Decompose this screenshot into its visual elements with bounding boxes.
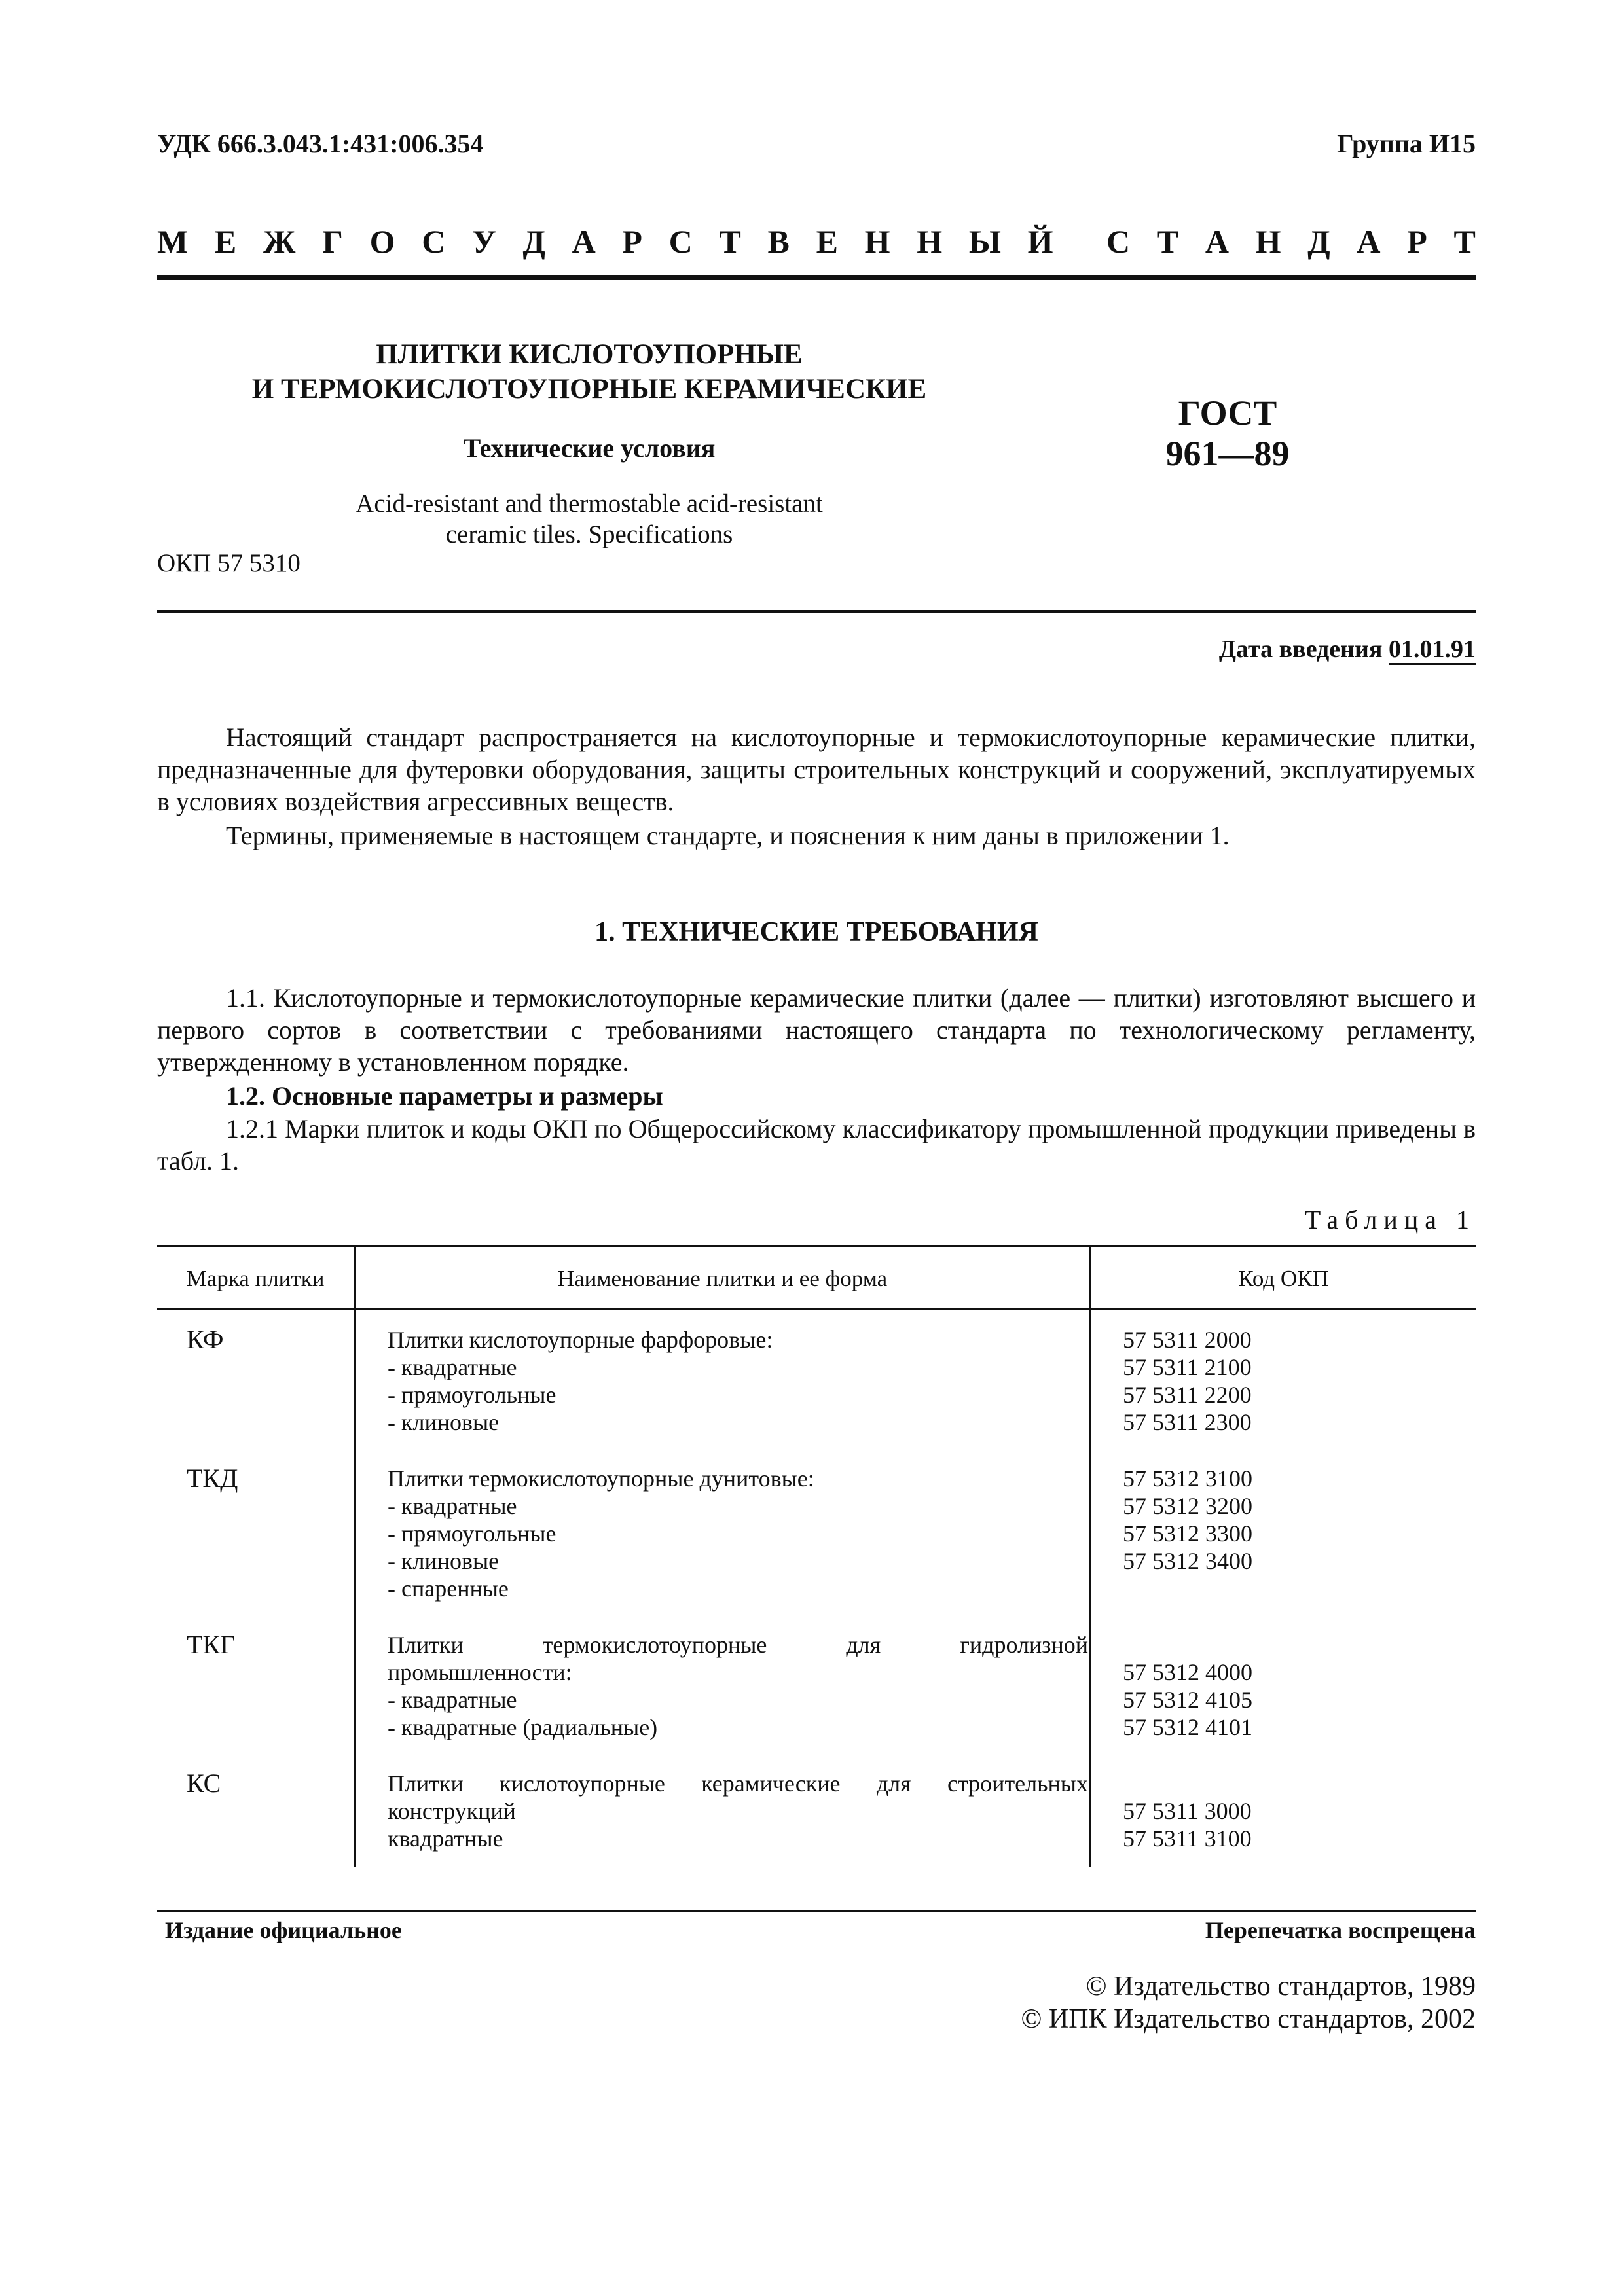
banner-letter: Т — [1156, 223, 1179, 260]
okp-code-value: 57 5312 3100 — [1123, 1465, 1252, 1492]
copyright-line-2: © ИПК Издательство стандартов, 2002 — [1021, 2004, 1476, 2034]
okp-code-value: 57 5312 4000 — [1123, 1659, 1252, 1685]
official-edition-note: Издание официальное — [165, 1917, 402, 1943]
tile-form: - квадратные (радиальные) — [388, 1714, 658, 1740]
tile-form: - прямоугольные — [388, 1382, 556, 1408]
english-title-line-1: Acid-resistant and thermostable acid-resistant — [356, 490, 823, 518]
tile-form: квадратные — [388, 1825, 503, 1852]
tile-form: - спаренные — [388, 1575, 509, 1602]
date-value: 01.01.91 — [1389, 636, 1476, 665]
date-label: Дата введения — [1218, 636, 1389, 663]
banner-letter: Г — [322, 223, 343, 260]
tile-type: Плитки кислотоупорные керамические для строительных — [388, 1770, 1088, 1797]
tile-form: - квадратные — [388, 1493, 517, 1519]
english-title-line-2: ceramic tiles. Specifications — [445, 520, 733, 548]
header-rule — [157, 275, 1476, 280]
banner-letter: Ж — [263, 223, 296, 260]
tile-form: - квадратные — [388, 1354, 517, 1380]
okp-code-value: 57 5312 4101 — [1123, 1714, 1252, 1740]
okp-code-value: 57 5311 2300 — [1123, 1409, 1252, 1435]
banner-letter: А — [1357, 223, 1381, 260]
title-line-1: ПЛИТКИ КИСЛОТОУПОРНЫЕ — [376, 339, 803, 370]
tile-type: Плитки термокислотоупорные для гидролизной — [388, 1632, 1088, 1658]
okp-code-value: 57 5312 4105 — [1123, 1687, 1252, 1713]
okp-code: ОКП 57 5310 — [157, 549, 301, 577]
footer-rule — [157, 1910, 1476, 1912]
tile-name — [388, 1326, 1245, 1436]
reprint-prohibited-note: Перепечатка воспрещена — [1205, 1917, 1476, 1943]
table-column-divider — [354, 1245, 356, 1867]
clause-1-1: 1.1. Кислотоупорные и термокислотоупорные керамические плитки (далее — плитки) изготовляют высшего и первого сортов в соответствии с требованиями настоящего стандарта по технологическому регламенту, утвержденному в установленном порядке. — [157, 983, 1476, 1077]
tile-mark: КС — [187, 1768, 221, 1798]
okp-codes — [1123, 1797, 1252, 1852]
udk-code: УДК 666.3.043.1:431:006.354 — [157, 129, 484, 158]
title-block — [196, 337, 982, 550]
gost-number — [1129, 393, 1326, 474]
okp-codes — [1123, 1659, 1252, 1741]
intro-paragraph-2: Термины, применяемые в настоящем стандарте, и пояснения к ним даны в приложении 1. — [226, 821, 1230, 850]
clause-1-2-1: 1.2.1 Марки плиток и коды ОКП по Общероссийскому классификатору промышленной продукции приведены в табл. 1. — [157, 1114, 1476, 1175]
gost-label: ГОСТ — [1178, 393, 1277, 433]
subtitle: Технические условия — [463, 433, 716, 463]
okp-code-value: 57 5312 3400 — [1123, 1548, 1252, 1574]
banner-letter: Т — [1453, 223, 1476, 260]
banner-letter: Н — [1255, 223, 1281, 260]
gost-code: 961—89 — [1165, 434, 1290, 473]
table-header-mark: Марка плитки — [186, 1266, 325, 1291]
title-line-2: И ТЕРМОКИСЛОТОУПОРНЫЕ КЕРАМИЧЕСКИЕ — [251, 374, 927, 404]
banner-letter: Е — [816, 223, 838, 260]
table-caption: Таблица 1 — [1304, 1205, 1476, 1234]
banner-letter: Й — [1027, 223, 1053, 260]
okp-code-value: 57 5311 2100 — [1123, 1354, 1252, 1380]
banner-letter: Д — [522, 223, 545, 260]
tile-name — [388, 1631, 1088, 1741]
banner-letter: С — [422, 223, 446, 260]
okp-code-value: 57 5311 3100 — [1123, 1825, 1252, 1852]
introduction-date — [1219, 635, 1476, 664]
tile-name — [388, 1465, 1245, 1602]
banner-letter: О — [369, 223, 395, 260]
banner-letter: С — [1106, 223, 1131, 260]
table-header-name: Наименование плитки и ее форма — [557, 1266, 888, 1291]
group-code: Группа И15 — [1337, 129, 1476, 158]
okp-code-value: 57 5312 3300 — [1123, 1520, 1252, 1547]
banner-letter: С — [668, 223, 693, 260]
english-title — [196, 488, 982, 550]
banner-letter: А — [1205, 223, 1229, 260]
tile-mark: ТКД — [187, 1463, 238, 1493]
banner-letter: Е — [214, 223, 237, 260]
copyright-block — [1021, 1970, 1476, 2036]
copyright-line-1: © Издательство стандартов, 1989 — [1085, 1971, 1476, 2001]
banner-letter: Н — [864, 223, 890, 260]
tile-name — [388, 1770, 1088, 1852]
interstate-standard-banner — [157, 225, 1476, 258]
okp-code-value: 57 5311 2000 — [1123, 1327, 1252, 1353]
okp-code-value: 57 5311 3000 — [1123, 1798, 1252, 1824]
clause-1-2: 1.2. Основные параметры и размеры — [226, 1081, 663, 1111]
tile-mark: ТКГ — [187, 1630, 236, 1659]
banner-letter: Р — [1407, 223, 1427, 260]
intro-paragraph-1: Настоящий стандарт распространяется на кислотоупорные и термокислотоупорные керамические плитки, предназначенные для футеровки оборудования, защиты строительных конструкций и сооружений, эксплуатируемых в условиях воздействия агрессивных веществ. — [157, 723, 1476, 816]
tile-form: - клиновые — [388, 1409, 500, 1435]
title-rule — [157, 610, 1476, 613]
tile-form: - квадратные — [388, 1687, 517, 1713]
tile-type-continued: конструкций — [388, 1798, 516, 1824]
banner-letter: Ы — [968, 223, 1001, 260]
banner-letter: М — [157, 223, 189, 260]
banner-letter: Р — [622, 223, 642, 260]
banner-letter: А — [572, 223, 596, 260]
banner-letter: Н — [917, 223, 943, 260]
banner-letter: У — [472, 223, 496, 260]
table-header-code: Код ОКП — [1238, 1266, 1329, 1291]
banner-letter: Т — [719, 223, 741, 260]
tile-type: Плитки термокислотоупорные дунитовые: — [388, 1465, 814, 1492]
tile-form: - клиновые — [388, 1548, 500, 1574]
tile-mark: КФ — [187, 1325, 224, 1354]
banner-letter: Д — [1307, 223, 1330, 260]
section-heading: 1. ТЕХНИЧЕСКИЕ ТРЕБОВАНИЯ — [594, 917, 1038, 947]
okp-codes — [1123, 1465, 1252, 1575]
banner-letter: В — [767, 223, 790, 260]
okp-code-value: 57 5311 2200 — [1123, 1382, 1252, 1408]
tile-type-continued: промышленности: — [388, 1659, 572, 1685]
okp-code-value: 57 5312 3200 — [1123, 1493, 1252, 1519]
tile-type: Плитки кислотоупорные фарфоровые: — [388, 1327, 773, 1353]
okp-codes — [1123, 1326, 1252, 1436]
tile-form: - прямоугольные — [388, 1520, 556, 1547]
